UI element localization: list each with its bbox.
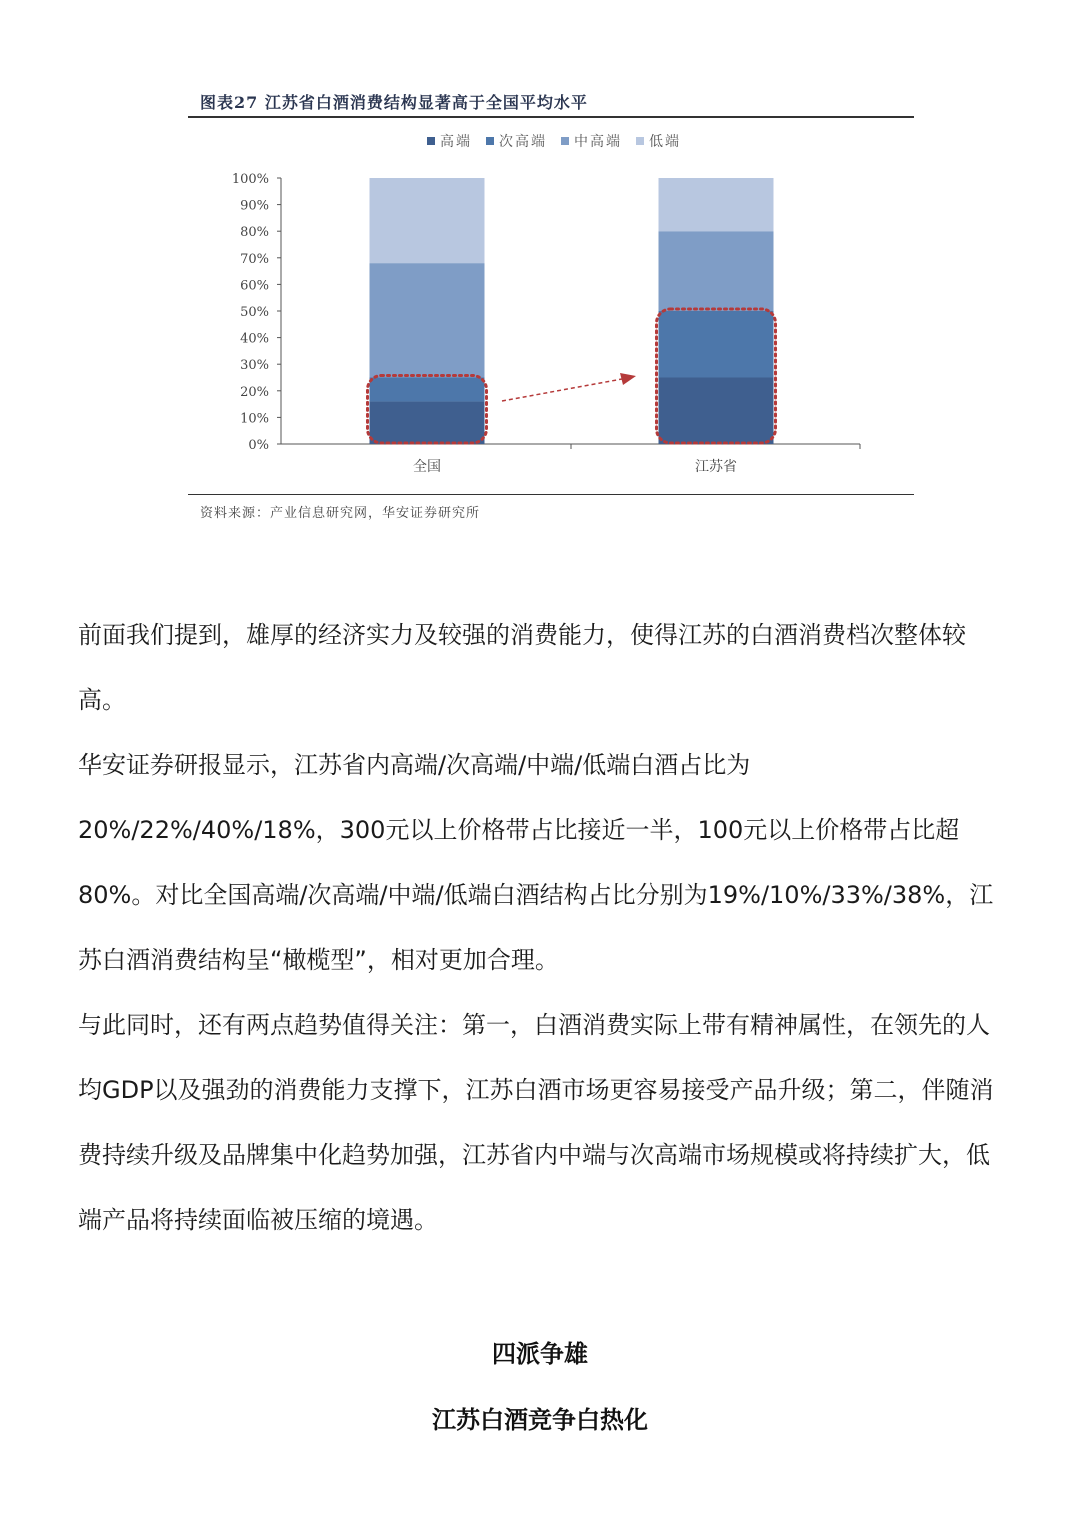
figure-bottom-rule xyxy=(188,494,914,495)
article-body xyxy=(78,603,1008,1253)
trend-arrow-head xyxy=(620,373,636,385)
legend-label: 低端 xyxy=(649,134,681,150)
y-tick-label: 20% xyxy=(240,384,269,400)
section-heading: 四派争雄 xyxy=(492,1340,588,1368)
y-tick-label: 40% xyxy=(240,331,269,347)
paragraph-3: 与此同时，还有两点趋势值得关注：第一，白酒消费实际上带有精神属性，在领先的人均GDP以及强劲的消费能力支撑下，江苏白酒市场更容易接受产品升级；第二，伴随消费持续升级及品牌集中化趋势加强，江苏省内中端与次高端市场规模或将持续扩大，低端产品将持续面临被压缩的境遇。 xyxy=(78,1011,994,1234)
chart-figure xyxy=(0,0,1080,540)
y-tick-label: 80% xyxy=(240,225,269,241)
figure-title: 图表27 江苏省白酒消费结构显著高于全国平均水平 xyxy=(200,93,588,112)
y-tick-label: 0% xyxy=(248,438,269,453)
legend-label: 中高端 xyxy=(574,134,622,150)
section-subheading: 江苏白酒竞争白热化 xyxy=(432,1406,648,1434)
bar-segment xyxy=(370,263,485,377)
trend-arrow-line xyxy=(502,379,622,401)
bar-segment xyxy=(659,311,774,378)
bar-segment xyxy=(659,378,774,445)
y-tick-label: 50% xyxy=(240,305,269,320)
bar-segment xyxy=(659,231,774,311)
x-category-label: 全国 xyxy=(413,459,441,475)
legend-label: 次高端 xyxy=(499,134,547,150)
paragraph-2: 华安证券研报显示，江苏省内高端/次高端/中端/低端白酒占比为20%/22%/40%/18%，300元以上价格带占比接近一半，100元以上价格带占比超80%。对比全国高端/次高端/中端/低端白酒结构占比分别为19%/10%/33%/38%，江苏白酒消费结构呈“橄榄型”，相对更加合理。 xyxy=(78,751,994,974)
bar-segment xyxy=(370,378,485,402)
y-tick-label: 60% xyxy=(240,278,269,294)
stacked-bar-chart xyxy=(0,0,1080,540)
legend-swatch xyxy=(636,137,644,145)
y-tick-label: 30% xyxy=(240,358,269,374)
bar-segment xyxy=(659,178,774,231)
y-tick-label: 100% xyxy=(231,172,269,187)
bar-segment xyxy=(370,401,485,444)
paragraph-1: 前面我们提到，雄厚的经济实力及较强的消费能力，使得江苏的白酒消费档次整体较高。 xyxy=(78,621,966,714)
bar-segment xyxy=(370,178,485,263)
figure-source: 资料来源：产业信息研究网，华安证券研究所 xyxy=(200,506,481,521)
legend-swatch xyxy=(486,137,494,145)
y-tick-label: 70% xyxy=(240,251,269,267)
legend-label: 高端 xyxy=(440,134,472,150)
legend-swatch xyxy=(561,137,569,145)
y-tick-label: 10% xyxy=(240,411,269,427)
legend-swatch xyxy=(427,137,435,145)
y-tick-label: 90% xyxy=(240,198,269,214)
x-category-label: 江苏省 xyxy=(695,459,737,475)
